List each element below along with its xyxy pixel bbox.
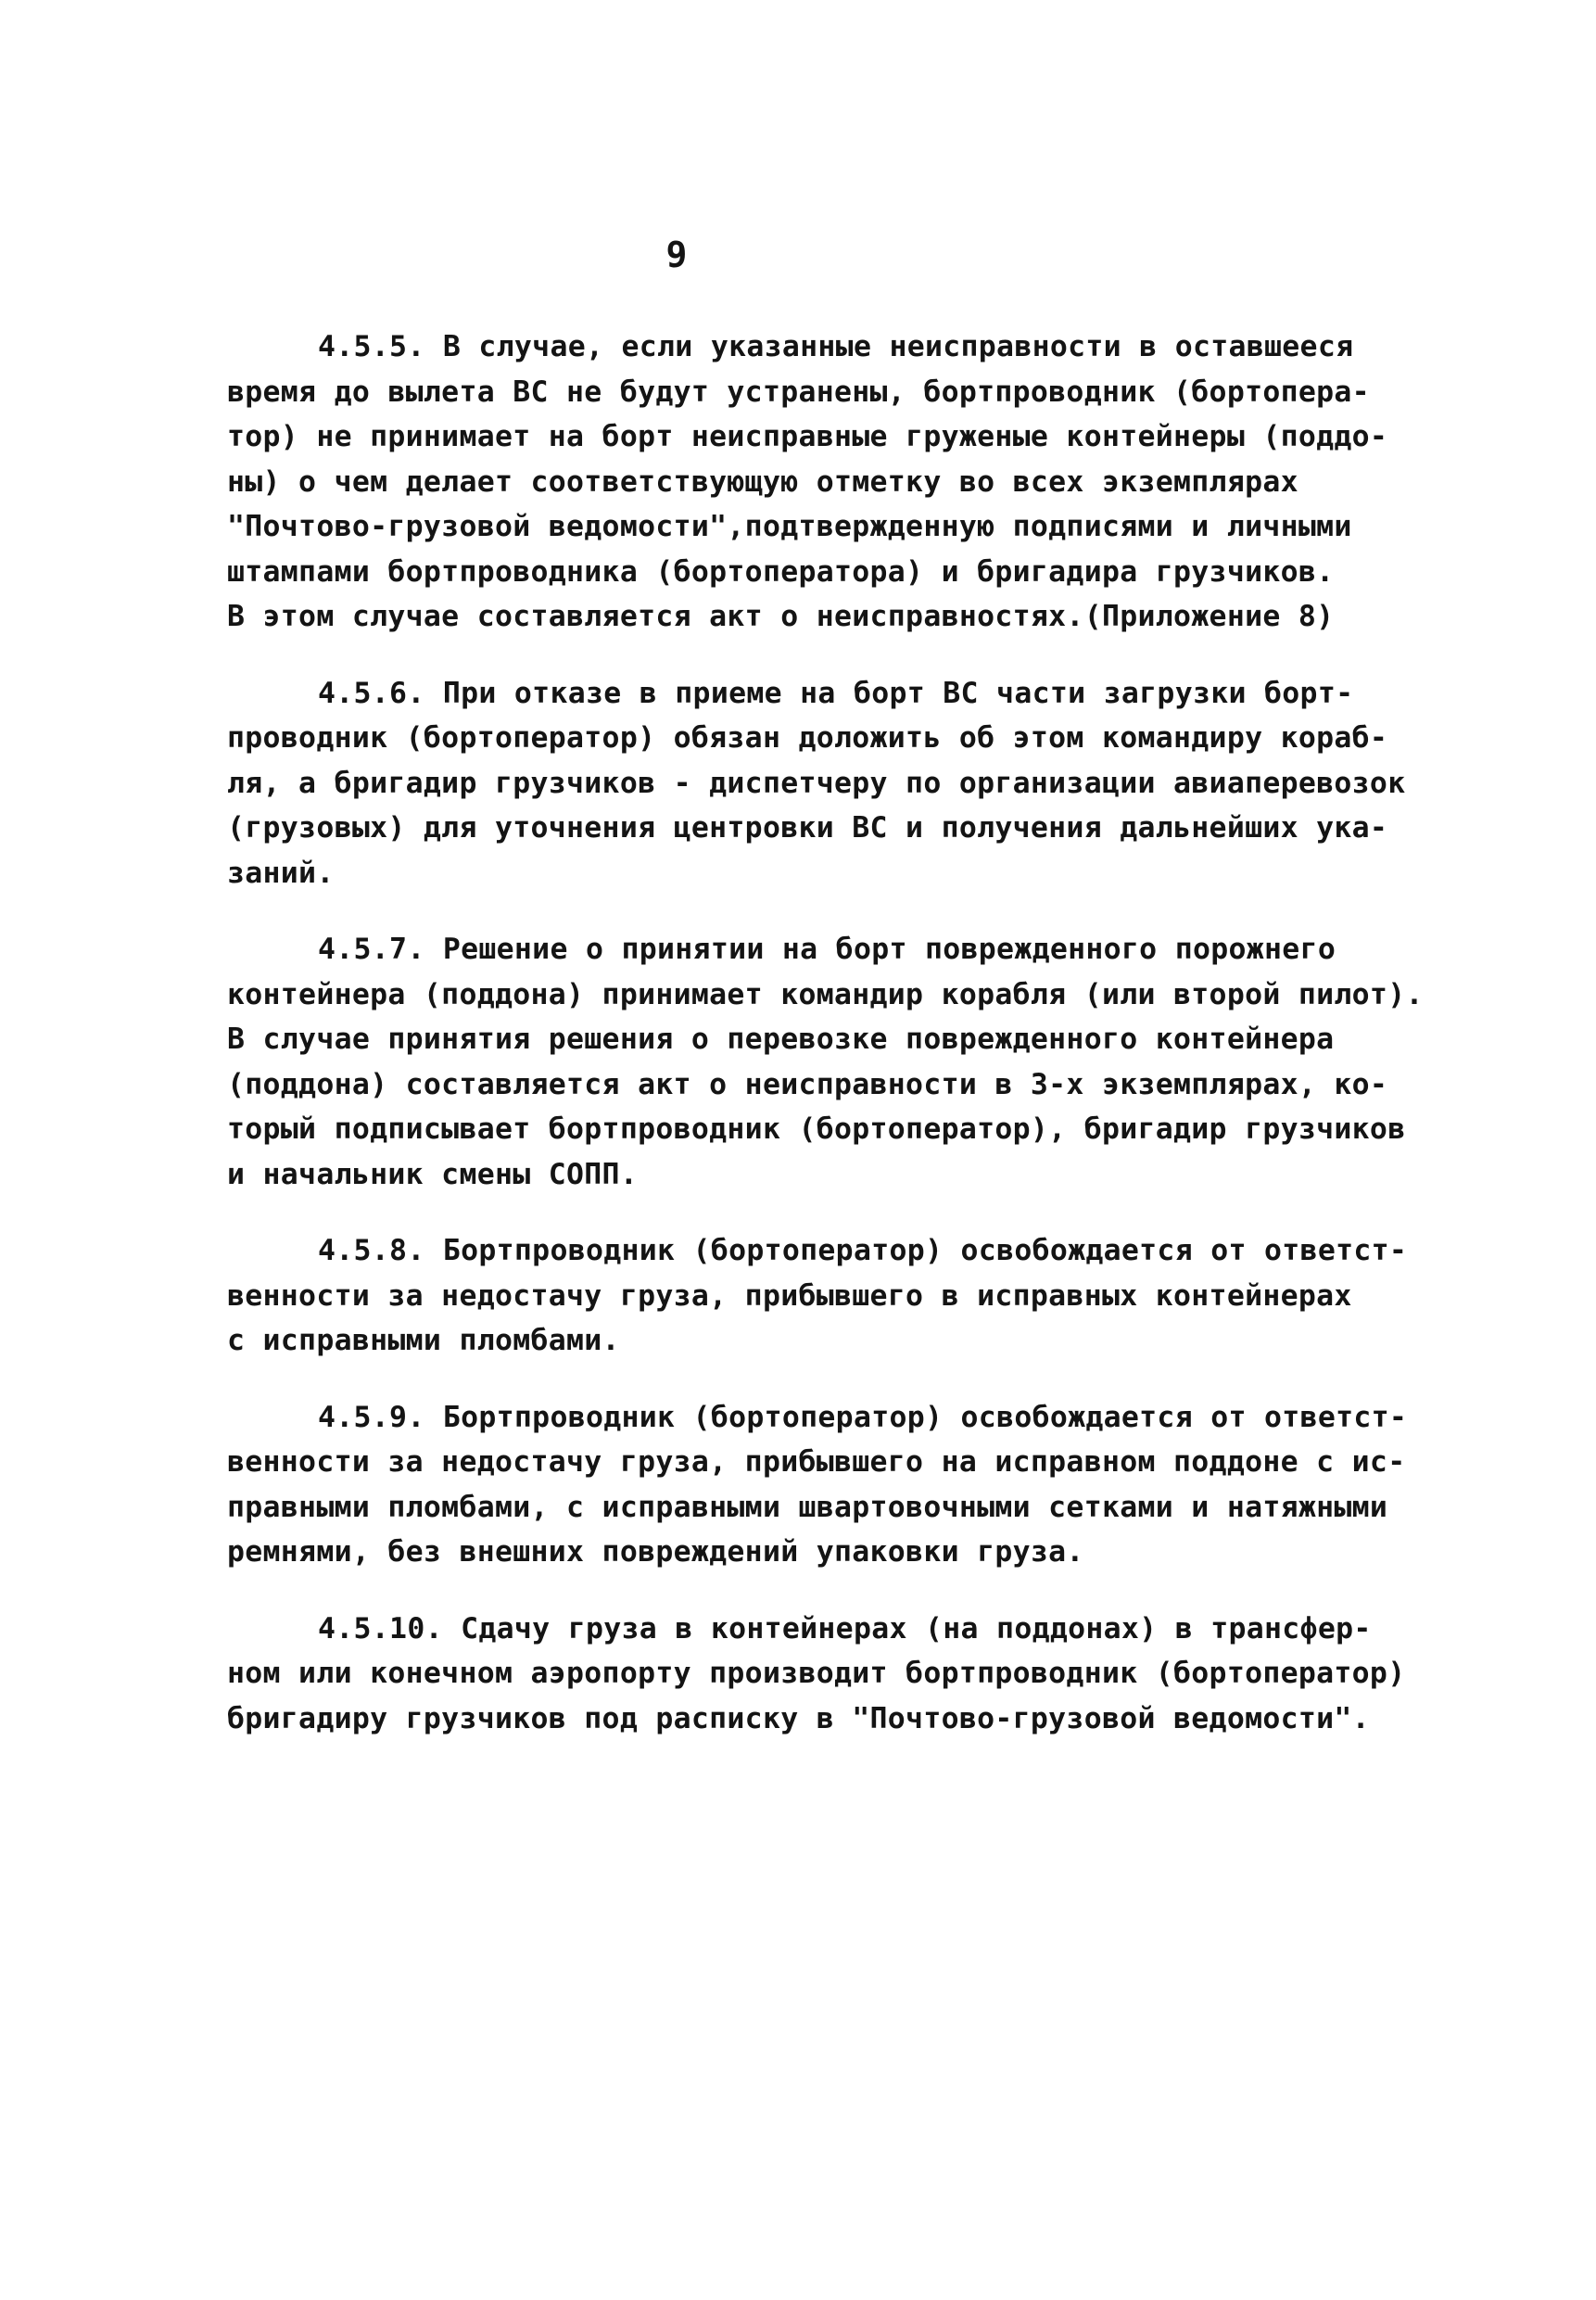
paragraph <box>227 1228 1460 1364</box>
text-line: 4.5.9. Бортпроводник (бортоператор) освобождается от ответст- <box>318 1400 1408 1434</box>
text-line: венности за недостачу груза, прибывшего в исправных контейнерах <box>227 1278 1352 1313</box>
text-line: и начальник смены СОПП. <box>227 1157 639 1191</box>
paragraph <box>227 671 1460 896</box>
text-line: В случае принятия решения о перевозке поврежденного контейнера <box>227 1023 1335 1056</box>
text-line: заний. <box>227 856 335 890</box>
text-line: 4.5.7. Решение о принятии на борт поврежденного порожнего <box>318 933 1336 966</box>
text-line: правными пломбами, с исправными швартовочными сетками и натяжными <box>227 1490 1388 1524</box>
paragraph <box>227 927 1460 1197</box>
text-line: 4.5.8. Бортпроводник (бортоператор) освобождается от ответст- <box>318 1234 1408 1267</box>
text-line: 4.5.10. Сдачу груза в контейнерах (на поддонах) в трансфер- <box>318 1611 1372 1646</box>
text-line: торый подписывает бортпроводник (бортоператор), бригадир грузчиков <box>227 1112 1406 1146</box>
text-line: время до вылета ВС не будут устранены, бортпроводник (бортопера- <box>227 375 1370 409</box>
text-line: 4.5.6. При отказе в приеме на борт ВС части загрузки борт- <box>318 676 1354 710</box>
text-line: штампами бортпроводника (бортоператора) и бригадира грузчиков. <box>227 554 1335 589</box>
document-body <box>227 324 1460 1773</box>
page-number: 9 <box>665 235 688 275</box>
text-line: ны) о чем делает соответствующую отметку во всех экземплярах <box>227 464 1298 499</box>
text-line: (поддона) составляется акт о неисправности в 3-х экземплярах, ко- <box>227 1067 1388 1101</box>
text-line: бригадиру грузчиков под расписку в "Почтово-грузовой ведомости". <box>227 1701 1370 1735</box>
text-line: проводник (бортоператор) обязан доложить об этом командиру кораб- <box>227 721 1388 755</box>
text-line: ремнями, без внешних повреждений упаковки груза. <box>227 1535 1084 1569</box>
text-line: 4.5.5. В случае, если указанные неисправности в оставшееся <box>318 330 1354 363</box>
text-line: "Почтово-грузовой ведомости",подтвержденную подписями и личными <box>227 510 1352 543</box>
text-line: тор) не принимает на борт неисправные груженые контейнеры (поддо- <box>227 420 1388 453</box>
text-line: В этом случае составляется акт о неисправностях.(Приложение 8) <box>227 600 1335 633</box>
text-line: контейнера (поддона) принимает командир корабля (или второй пилот). <box>227 977 1424 1011</box>
paragraph <box>227 324 1460 640</box>
text-line: с исправными пломбами. <box>227 1324 620 1357</box>
paragraph <box>227 1607 1460 1742</box>
text-line: (грузовых) для уточнения центровки ВС и получения дальнейших ука- <box>227 811 1388 845</box>
text-line: ном или конечном аэропорту производит бортпроводник (бортоператор) <box>227 1657 1406 1690</box>
paragraph <box>227 1395 1460 1575</box>
text-line: венности за недостачу груза, прибывшего на исправном поддоне с ис- <box>227 1445 1406 1479</box>
text-line: ля, а бригадир грузчиков - диспетчеру по организации авиаперевозок <box>227 766 1406 800</box>
